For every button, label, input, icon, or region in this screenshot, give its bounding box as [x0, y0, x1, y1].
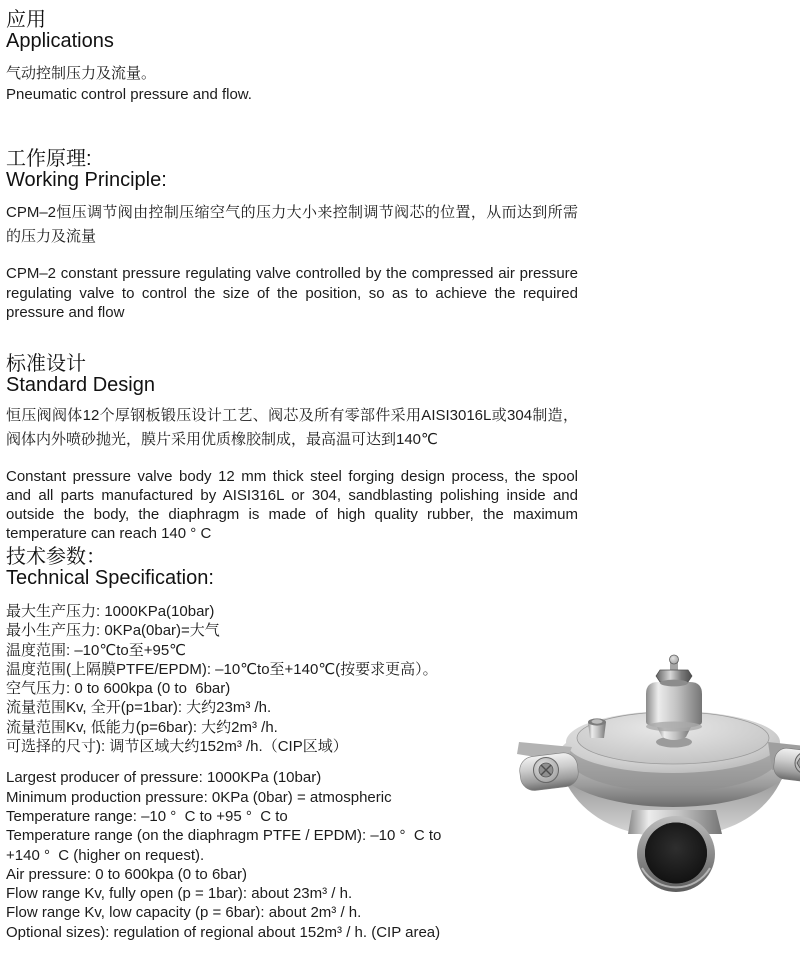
valve-stem-nut: [656, 655, 692, 686]
standard-design-body-zh: 恒压阀阀体12个厚钢板锻压设计工艺、阀芯及所有零部件采用AISI3016L或304制造，阀体内外喷砂抛光，膜片采用优质橡胶制成，最高温可达到140℃: [6, 407, 578, 448]
spec-line: 空气压力: 0 to 600kpa (0 to 6bar): [6, 680, 231, 698]
section-standard-design: [6, 354, 578, 558]
spec-line: Flow range Kv, low capacity (p = 6bar): about 2m³ / h.: [6, 904, 362, 922]
spec-line: 流量范围Kv, 全开(p=1bar): 大约23m³ /h.: [6, 699, 272, 717]
spec-line: 最小生产压力: 0KPa(0bar)=大气: [6, 622, 220, 640]
spec-line: Temperature range (on the diaphragm PTFE / EPDM): –10 ° C to: [6, 827, 442, 845]
valve-clamp-left: [517, 742, 580, 792]
applications-body: [6, 63, 578, 105]
valve-illustration: [516, 650, 800, 902]
applications-body-zh: 气动控制压力及流量。: [6, 65, 157, 82]
valve-outlet-pipe: [637, 816, 715, 892]
technical-spec-title-zh: 技术参数：: [6, 546, 106, 568]
working-principle-body-zh: CPM–2恒压调节阀由控制压缩空气的压力大小来控制调节阀芯的位置，从而达到所需的压力及流量: [6, 204, 578, 245]
spec-list-en: [6, 768, 578, 942]
spec-line: Optional sizes): regulation of regional about 152m³ / h. (CIP area): [6, 923, 441, 941]
spec-list-zh: [6, 602, 578, 756]
spec-line: 温度范围: –10℃to至+95℃: [6, 641, 187, 659]
spec-line: 温度范围(上隔膜PTFE/EPDM): –10℃to至+140℃(按要求更高）。: [6, 660, 438, 678]
spec-line: 最大生产压力: 1000KPa(10bar): [6, 603, 215, 620]
spec-line: Largest producer of pressure: 1000KPa (10bar): [6, 769, 322, 787]
spec-line: 可选择的尺寸): 调节区域大约152m³ /h.（CIP区域）: [6, 738, 348, 756]
standard-design-body-en: Constant pressure valve body 12 mm thick steel forging design process, the spool and all parts manufactured by AISI316L or 304, sandblasting polishing inside and outside the body, the diaphragm is made of high quality rubber, the maximum temperature can reach 140 ° C: [6, 468, 578, 542]
applications-title-zh: 应用: [6, 9, 46, 31]
section-working-principle: [6, 149, 578, 338]
section-technical-specification: [6, 547, 578, 942]
technical-spec-title-en: Technical Specification:: [6, 567, 214, 589]
spec-line: +140 ° C (higher on request).: [6, 846, 205, 864]
valve-air-port: [588, 718, 606, 738]
section-applications: [6, 10, 578, 105]
spec-line: Flow range Kv, fully open (p = 1bar): about 23m³ / h.: [6, 885, 353, 903]
standard-design-title-zh: 标准设计: [6, 353, 86, 375]
applications-title-en: Applications: [6, 30, 114, 52]
working-principle-body-en: CPM–2 constant pressure regulating valve controlled by the compressed air pressure regulating valve to control the size of the position, so as to achieve the required pressure and flow: [6, 265, 578, 321]
spec-line: Air pressure: 0 to 600kpa (0 to 6bar): [6, 865, 247, 883]
spec-line: Minimum production pressure: 0KPa (0bar) = atmospheric: [6, 788, 392, 806]
spec-line: 流量范围Kv, 低能力(p=6bar): 大约2m³ /h.: [6, 718, 278, 736]
applications-body-en: Pneumatic control pressure and flow.: [6, 86, 252, 103]
standard-design-title-en: Standard Design: [6, 374, 155, 396]
spec-line: Temperature range: –10 ° C to +95 ° C to: [6, 807, 288, 825]
valve-product-image: [516, 650, 800, 902]
working-principle-title-en: Working Principle:: [6, 169, 167, 191]
working-principle-title-zh: 工作原理:: [6, 148, 92, 170]
